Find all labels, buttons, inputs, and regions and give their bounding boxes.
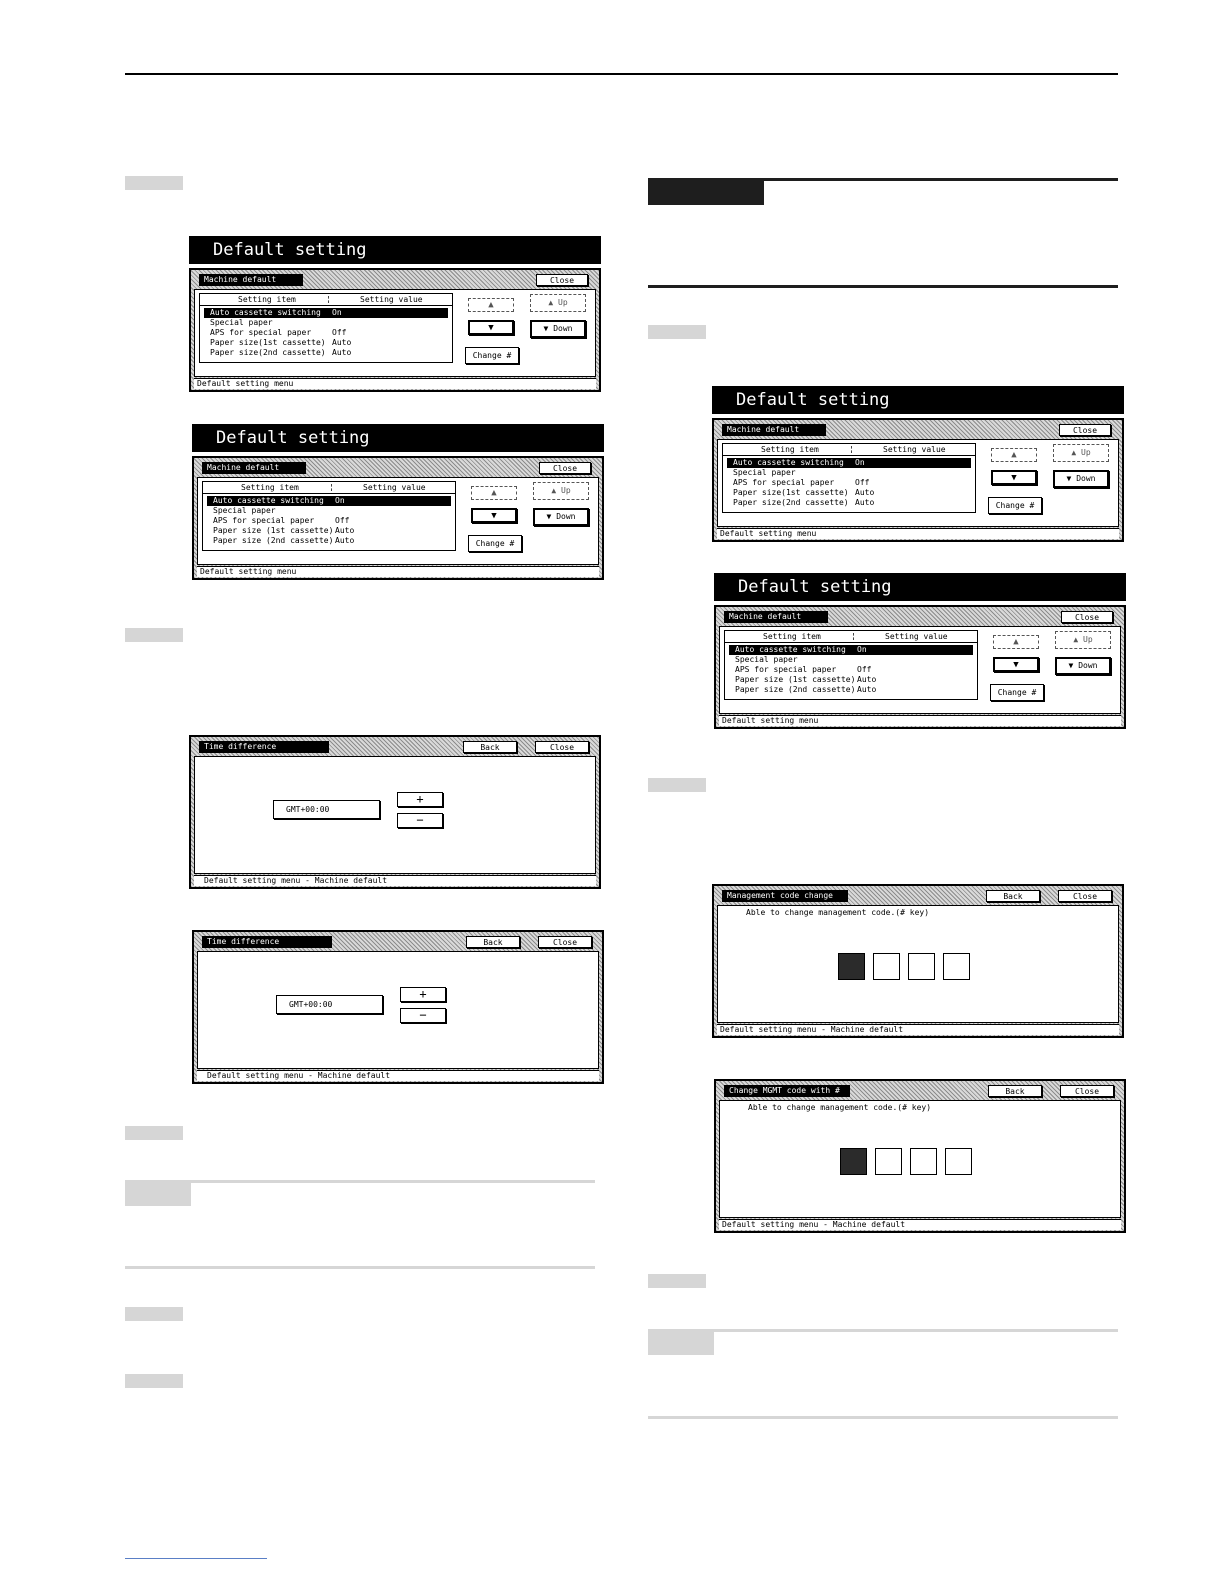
content-area	[717, 905, 1119, 1023]
status-bar: Default setting menu	[194, 378, 596, 389]
default-setting-screen	[712, 386, 1124, 542]
close-button[interactable]: Close	[1060, 1085, 1114, 1097]
default-setting-screen	[192, 424, 604, 580]
triangle-up-icon: ▲	[1011, 450, 1017, 460]
table-row[interactable]: Special paper	[210, 318, 273, 327]
table-row[interactable]: Paper size(2nd cassette) Auto	[210, 348, 352, 357]
close-button[interactable]: Close	[536, 274, 588, 286]
settings-table	[202, 481, 456, 551]
table-row[interactable]: Paper size(1st cassette) Auto	[733, 488, 875, 497]
change-button[interactable]: Change #	[988, 497, 1042, 514]
settings-table	[724, 630, 978, 700]
panel-label: Management code change	[722, 890, 848, 902]
note-rule	[191, 1180, 595, 1183]
important-marker	[648, 181, 764, 205]
page-up-button[interactable]: ▲ Up	[1055, 631, 1111, 649]
note-rule	[648, 1416, 1118, 1419]
default-setting-screen	[189, 236, 601, 392]
back-button[interactable]: Back	[466, 936, 520, 948]
time-difference-field[interactable]: GMT+00:00	[273, 800, 380, 819]
triangle-down-icon: ▼	[543, 324, 554, 333]
triangle-up-icon: ▲	[488, 300, 494, 310]
default-setting-screen	[714, 573, 1126, 729]
step-marker	[648, 325, 706, 339]
back-button[interactable]: Back	[986, 890, 1040, 902]
close-button[interactable]: Close	[1059, 424, 1111, 436]
column-divider	[331, 484, 332, 491]
content-area	[717, 439, 1119, 527]
screen-title: Default setting	[189, 236, 601, 264]
code-digit-box[interactable]	[910, 1148, 937, 1175]
scroll-up-button[interactable]	[471, 486, 517, 500]
column-divider	[853, 633, 854, 640]
step-marker	[648, 778, 706, 792]
table-row[interactable]: Special paper	[733, 468, 796, 477]
footer-link-underline	[125, 1558, 267, 1559]
triangle-up-icon: ▲	[1071, 448, 1081, 457]
table-row[interactable]: Auto cassette switching On	[204, 308, 448, 318]
code-digit-box[interactable]	[943, 953, 970, 980]
change-button[interactable]: Change #	[468, 535, 522, 552]
settings-table	[722, 443, 976, 513]
close-button[interactable]: Close	[539, 462, 591, 474]
panel-label: Machine default	[199, 274, 303, 286]
step-marker	[125, 176, 183, 190]
col-setting-value: Setting value	[885, 632, 948, 641]
table-row[interactable]: Paper size (2nd cassette) Auto	[213, 536, 355, 545]
col-setting-value: Setting value	[883, 445, 946, 454]
col-setting-item: Setting item	[238, 295, 296, 304]
col-setting-item: Setting item	[763, 632, 821, 641]
col-setting-item: Setting item	[761, 445, 819, 454]
status-bar: Default setting menu - Machine default	[719, 1219, 1121, 1230]
management-code-screen	[712, 884, 1124, 1038]
scroll-down-button[interactable]	[993, 657, 1039, 672]
triangle-up-icon: ▲	[551, 486, 561, 495]
scroll-up-button[interactable]	[468, 298, 514, 312]
back-button[interactable]: Back	[463, 741, 517, 753]
triangle-up-icon: ▲	[548, 298, 558, 307]
table-header	[725, 631, 977, 643]
table-row[interactable]: Auto cassette switching On	[727, 458, 971, 468]
column-divider	[851, 446, 852, 453]
panel-label: Change MGMT code with #	[724, 1085, 850, 1097]
header-rule	[125, 73, 1118, 75]
status-bar: Default setting menu	[197, 566, 599, 577]
screen-title: Default setting	[714, 573, 1126, 601]
plus-button[interactable]: +	[400, 987, 446, 1002]
status-bar: Default setting menu - Machine default	[197, 1070, 599, 1081]
content-area	[197, 951, 599, 1069]
minus-button[interactable]: −	[400, 1008, 446, 1023]
close-button[interactable]: Close	[538, 936, 592, 948]
scroll-up-button[interactable]	[991, 448, 1037, 462]
col-setting-item: Setting item	[241, 483, 299, 492]
triangle-up-icon: ▲	[1013, 637, 1019, 647]
table-row[interactable]: Special paper	[735, 655, 798, 664]
plus-button[interactable]: +	[397, 792, 443, 807]
table-row[interactable]: Special paper	[213, 506, 276, 515]
triangle-down-icon: ▼	[491, 511, 497, 521]
panel-label: Machine default	[722, 424, 826, 436]
machine-default-panel	[192, 456, 604, 580]
time-difference-field[interactable]: GMT+00:00	[276, 995, 383, 1014]
code-digit-box[interactable]	[873, 953, 900, 980]
table-row[interactable]: Paper size (1st cassette) Auto	[213, 526, 355, 535]
triangle-down-icon: ▼	[488, 323, 494, 333]
triangle-down-icon: ▼	[1011, 473, 1017, 483]
table-row[interactable]: APS for special paper Off	[213, 516, 350, 525]
scroll-down-button[interactable]	[468, 320, 514, 335]
step-marker	[125, 628, 183, 642]
triangle-down-icon: ▼	[1013, 660, 1019, 670]
minus-button[interactable]: −	[397, 813, 443, 828]
table-header	[203, 482, 455, 494]
triangle-down-icon: ▼	[1068, 661, 1079, 670]
status-bar: Default setting menu - Machine default	[194, 875, 596, 886]
code-digit-box[interactable]	[840, 1148, 867, 1175]
table-row[interactable]: Paper size (1st cassette) Auto	[735, 675, 877, 684]
important-rule	[648, 285, 1118, 288]
content-area	[197, 477, 599, 565]
settings-table	[199, 293, 453, 363]
scroll-up-button[interactable]	[993, 635, 1039, 649]
content-area	[719, 626, 1121, 714]
time-difference-screen	[189, 735, 601, 889]
page-down-button[interactable]: ▼ Down	[1053, 470, 1109, 488]
machine-default-panel	[712, 418, 1124, 542]
page-down-button[interactable]: ▼ Down	[533, 508, 589, 526]
table-header	[723, 444, 975, 456]
table-row[interactable]: Paper size(1st cassette) Auto	[210, 338, 352, 347]
code-digit-box[interactable]	[945, 1148, 972, 1175]
table-row[interactable]: APS for special paper Off	[735, 665, 872, 674]
table-row[interactable]: Auto cassette switching On	[729, 645, 973, 655]
close-button[interactable]: Close	[1058, 890, 1112, 902]
note-rule	[714, 1329, 1118, 1332]
time-difference-screen	[192, 930, 604, 1084]
close-button[interactable]: Close	[1061, 611, 1113, 623]
page-up-button[interactable]: ▲ Up	[1053, 444, 1109, 462]
status-bar: Default setting menu - Machine default	[717, 1024, 1119, 1035]
page-down-button[interactable]: ▼ Down	[530, 320, 586, 338]
column-divider	[328, 296, 329, 303]
machine-default-panel	[189, 268, 601, 392]
instruction-text: Able to change management code.(# key)	[748, 1103, 932, 1112]
management-code-screen	[714, 1079, 1126, 1233]
change-button[interactable]: Change #	[990, 684, 1044, 701]
step-marker	[125, 1374, 183, 1388]
triangle-down-icon: ▼	[546, 512, 557, 521]
triangle-down-icon: ▼	[1066, 474, 1077, 483]
content-area	[194, 289, 596, 377]
back-button[interactable]: Back	[988, 1085, 1042, 1097]
code-digit-box[interactable]	[908, 953, 935, 980]
instruction-text: Able to change management code.(# key)	[746, 908, 930, 917]
close-button[interactable]: Close	[535, 741, 589, 753]
code-digit-box[interactable]	[838, 953, 865, 980]
scroll-down-button[interactable]	[991, 470, 1037, 485]
table-header	[200, 294, 452, 306]
panel-label: Time difference	[202, 936, 332, 948]
change-button[interactable]: Change #	[465, 347, 519, 364]
step-marker	[648, 1274, 706, 1288]
table-row[interactable]: Paper size (2nd cassette) Auto	[735, 685, 877, 694]
triangle-up-icon: ▲	[491, 488, 497, 498]
content-area	[719, 1100, 1121, 1218]
status-bar: Default setting menu	[719, 715, 1121, 726]
code-digit-box[interactable]	[875, 1148, 902, 1175]
col-setting-value: Setting value	[360, 295, 423, 304]
machine-default-panel	[714, 605, 1126, 729]
panel-label: Machine default	[724, 611, 828, 623]
table-row[interactable]: Auto cassette switching On	[207, 496, 451, 506]
note-marker	[125, 1180, 191, 1206]
page-down-button[interactable]: ▼ Down	[1055, 657, 1111, 675]
content-area	[194, 756, 596, 874]
step-marker	[125, 1307, 183, 1321]
table-row[interactable]: APS for special paper Off	[733, 478, 870, 487]
status-bar: Default setting menu	[717, 528, 1119, 539]
panel-label: Machine default	[202, 462, 306, 474]
page-up-button[interactable]: ▲ Up	[530, 294, 586, 312]
note-rule	[125, 1266, 595, 1269]
screen-title: Default setting	[712, 386, 1124, 414]
step-marker	[125, 1126, 183, 1140]
page-up-button[interactable]: ▲ Up	[533, 482, 589, 500]
screen-title: Default setting	[192, 424, 604, 452]
panel-label: Time difference	[199, 741, 329, 753]
scroll-down-button[interactable]	[471, 508, 517, 523]
table-row[interactable]: APS for special paper Off	[210, 328, 347, 337]
note-marker	[648, 1329, 714, 1355]
table-row[interactable]: Paper size(2nd cassette) Auto	[733, 498, 875, 507]
triangle-up-icon: ▲	[1073, 635, 1083, 644]
col-setting-value: Setting value	[363, 483, 426, 492]
